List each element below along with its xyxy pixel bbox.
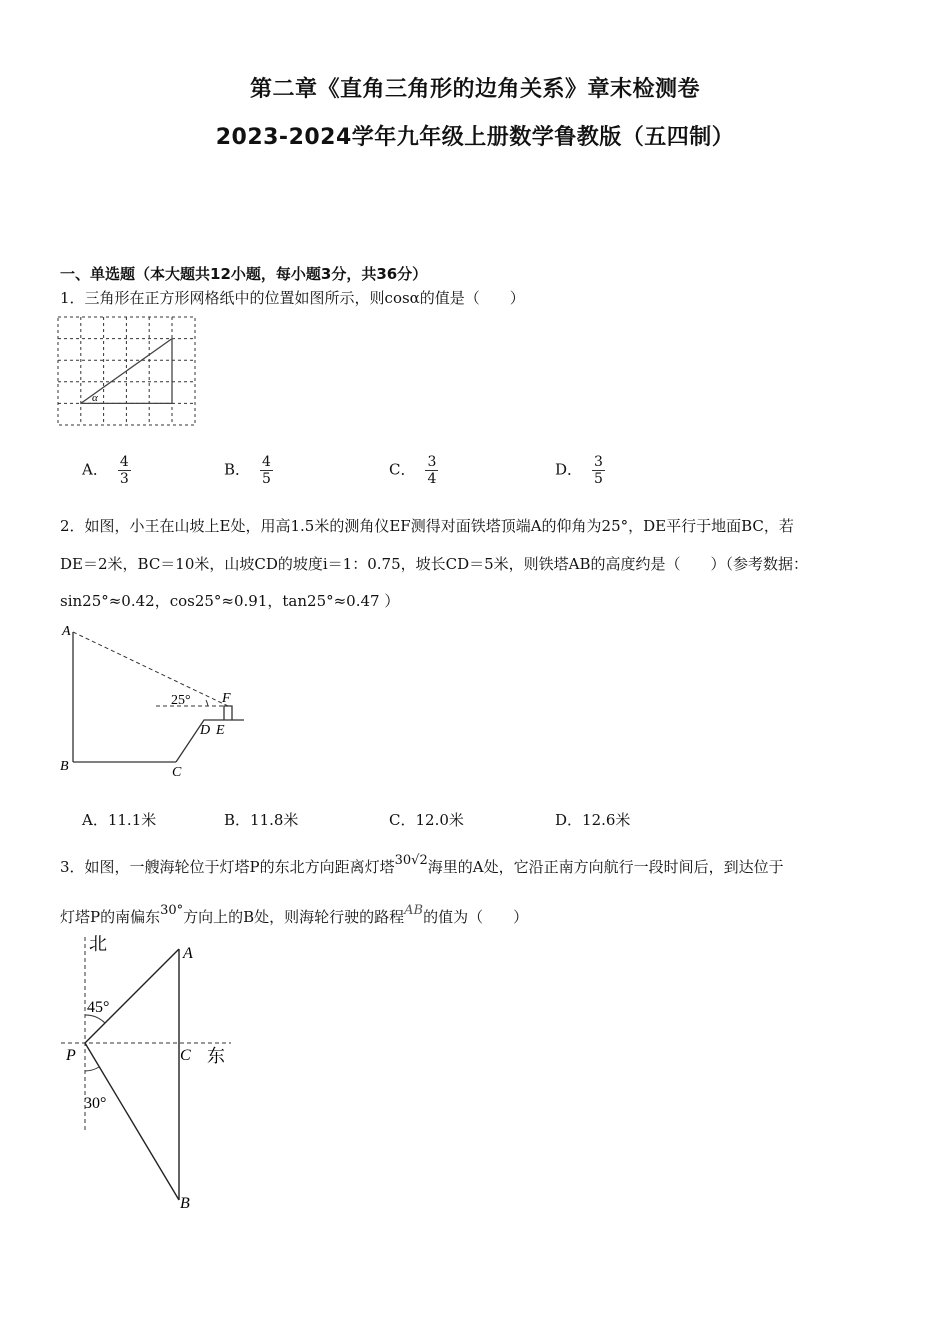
q3-label-b: B xyxy=(180,1195,190,1212)
q3-math-angle: 30° xyxy=(160,903,184,918)
q2-line3: sin25°≈0.42，cos25°≈0.91，tan25°≈0.47 ） xyxy=(60,592,400,610)
q1-option-d: D． $\frac{3}{5}$ xyxy=(555,454,603,487)
q2-label-c: C xyxy=(172,765,182,780)
q2-label-b: B xyxy=(60,759,69,774)
q2-tower-figure xyxy=(56,620,256,780)
q3-line2: 灯塔P的南偏东30°方向上的B处，则海轮行驶的路程AB的值为（ ） xyxy=(60,903,529,926)
q2-option-b: B．11.8米 xyxy=(224,811,299,829)
q3-math-ab: AB xyxy=(404,903,424,918)
page-title: 第二章《直角三角形的边角关系》章末检测卷 xyxy=(249,77,700,102)
q2-label-f: F xyxy=(222,691,231,706)
q1-grid-figure xyxy=(56,315,198,427)
q2-option-d: D．12.6米 xyxy=(555,811,631,829)
q3-north-label: 北 xyxy=(89,934,107,954)
q3-angle-30: 30° xyxy=(84,1095,107,1112)
q2-label-e: E xyxy=(216,723,225,738)
q2-line1: 2．如图，小王在山坡上E处，用高1.5米的测角仪EF测得对面铁塔顶端A的仰角为25°，DE平行于地面BC，若 xyxy=(60,517,794,535)
q2-option-c: C．12.0米 xyxy=(389,811,464,829)
q3-label-c: C xyxy=(180,1047,191,1064)
q2-option-a: A．11.1米 xyxy=(82,811,157,829)
q1-option-a: A． $\frac{4}{3}$ xyxy=(82,454,129,487)
q2-label-a: A xyxy=(62,624,71,639)
q1-text: 1．三角形在正方形网格纸中的位置如图所示，则cosα的值是（ ） xyxy=(60,289,525,307)
q3-line1: 3．如图，一艘海轮位于灯塔P的东北方向距离灯塔30√2海里的A处，它沿正南方向航行一段时间后，到达位于 xyxy=(60,853,784,876)
q2-label-d: D xyxy=(200,723,211,738)
q2-angle-label: 25° xyxy=(171,693,191,708)
q3-angle-45: 45° xyxy=(87,999,110,1016)
q3-math-distance: 30√2 xyxy=(394,853,428,868)
q2-line2: DE＝2米，BC＝10米，山坡CD的坡度i＝1：0.75，坡长CD＝5米，则铁塔AB的高度约是（ ）（参考数据： xyxy=(60,555,809,573)
section-heading: 一、单选题（本大题共12小题，每小题3分，共36分） xyxy=(60,265,428,283)
q1-option-c: C． $\frac{3}{4}$ xyxy=(389,454,437,487)
q3-east-label: 东 xyxy=(207,1046,225,1066)
q1-option-b: B． $\frac{4}{5}$ xyxy=(224,454,271,487)
q3-label-a: A xyxy=(183,945,193,962)
q3-navigation-figure xyxy=(56,932,256,1217)
page-subtitle: 2023-2024学年九年级上册数学鲁教版（五四制） xyxy=(215,125,735,150)
q3-label-p: P xyxy=(66,1047,76,1064)
q1-alpha-label: α xyxy=(92,392,98,404)
